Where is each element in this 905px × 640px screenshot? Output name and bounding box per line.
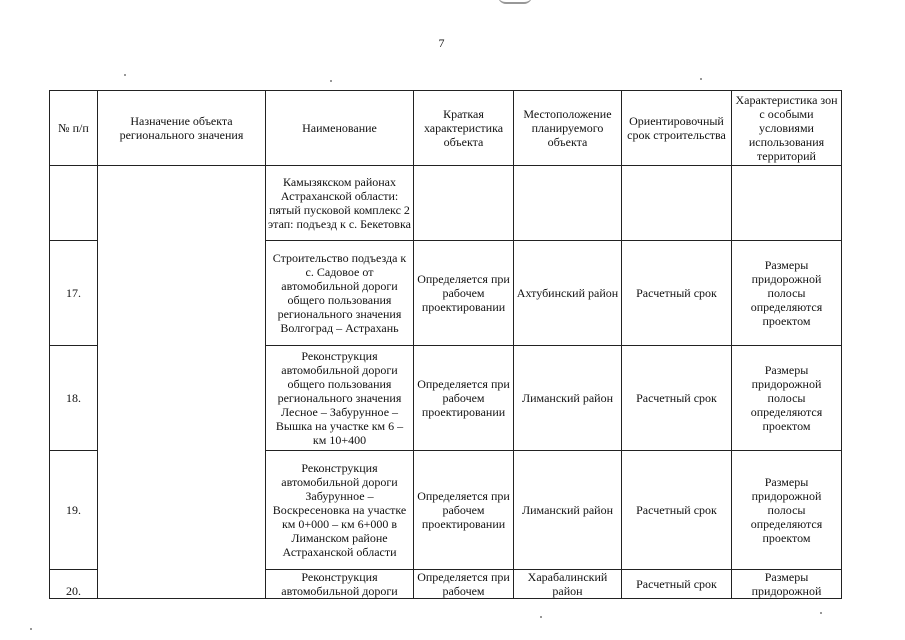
special-zones: Размеры придорожной полосы определяются проектом bbox=[732, 346, 842, 451]
row-number: 19. bbox=[50, 451, 98, 570]
object-location: Ахтубинский район bbox=[514, 241, 622, 346]
object-name: Камызякском районах Астраханской области: пятый пусковой комплекс 2 этап: подъезд к с. Бекетовка bbox=[266, 166, 414, 241]
object-characteristic: Определяется при рабочем проектировании bbox=[414, 241, 514, 346]
special-zones bbox=[732, 166, 842, 241]
object-location: Харабалинский район bbox=[514, 570, 622, 599]
scan-speck bbox=[700, 78, 702, 80]
construction-term: Расчетный срок bbox=[622, 241, 732, 346]
object-characteristic: Определяется при рабочем проектировании bbox=[414, 346, 514, 451]
object-name: Реконструкция автомобильной дороги Забурунное – Воскресеновка на участке км 0+000 – км 6+000 в Лиманском районе Астраханской области bbox=[266, 451, 414, 570]
header-name: Наименование bbox=[266, 91, 414, 166]
header-zones: Характеристика зон с особыми условиями использования территорий bbox=[732, 91, 842, 166]
objects-table bbox=[49, 90, 842, 599]
header-location: Местоположение планируемого объекта bbox=[514, 91, 622, 166]
scan-speck bbox=[820, 612, 822, 614]
header-term: Ориентировочный срок строительства bbox=[622, 91, 732, 166]
page-number: 7 bbox=[438, 36, 445, 50]
scan-speck bbox=[330, 80, 332, 82]
construction-term: Расчетный срок bbox=[622, 451, 732, 570]
row-number: 18. bbox=[50, 346, 98, 451]
object-name: Реконструкция автомобильной дороги bbox=[266, 570, 414, 599]
construction-term: Расчетный срок bbox=[622, 570, 732, 599]
object-characteristic bbox=[414, 166, 514, 241]
header-purpose: Назначение объекта регионального значения bbox=[98, 91, 266, 166]
row-number: 20. bbox=[50, 570, 98, 599]
construction-term: Расчетный срок bbox=[622, 346, 732, 451]
special-zones: Размеры придорожной полосы определяются проектом bbox=[732, 241, 842, 346]
construction-term bbox=[622, 166, 732, 241]
scan-speck bbox=[30, 628, 32, 630]
object-location: Лиманский район bbox=[514, 346, 622, 451]
special-zones: Размеры придорожной полосы определяются проектом bbox=[732, 451, 842, 570]
table-header-row bbox=[50, 91, 842, 166]
object-characteristic: Определяется при рабочем проектировании bbox=[414, 451, 514, 570]
header-characteristic: Краткая характеристика объекта bbox=[414, 91, 514, 166]
object-location bbox=[514, 166, 622, 241]
object-name: Строительство подъезда к с. Садовое от автомобильной дороги общего пользования регионального значения Волгоград – Астрахань bbox=[266, 241, 414, 346]
purpose-cell bbox=[98, 166, 266, 599]
header-number: № п/п bbox=[50, 91, 98, 166]
scan-speck bbox=[124, 74, 126, 76]
object-characteristic: Определяется при рабочем bbox=[414, 570, 514, 599]
object-location: Лиманский район bbox=[514, 451, 622, 570]
row-number: 17. bbox=[50, 241, 98, 346]
scan-artifact bbox=[498, 0, 532, 4]
row-number bbox=[50, 166, 98, 241]
scan-speck bbox=[540, 616, 542, 618]
table-row bbox=[50, 166, 842, 241]
object-name: Реконструкция автомобильной дороги общего пользования регионального значения Лесное – Забурунное – Вышка на участке км 6 – км 10+400 bbox=[266, 346, 414, 451]
special-zones: Размеры придорожной bbox=[732, 570, 842, 599]
